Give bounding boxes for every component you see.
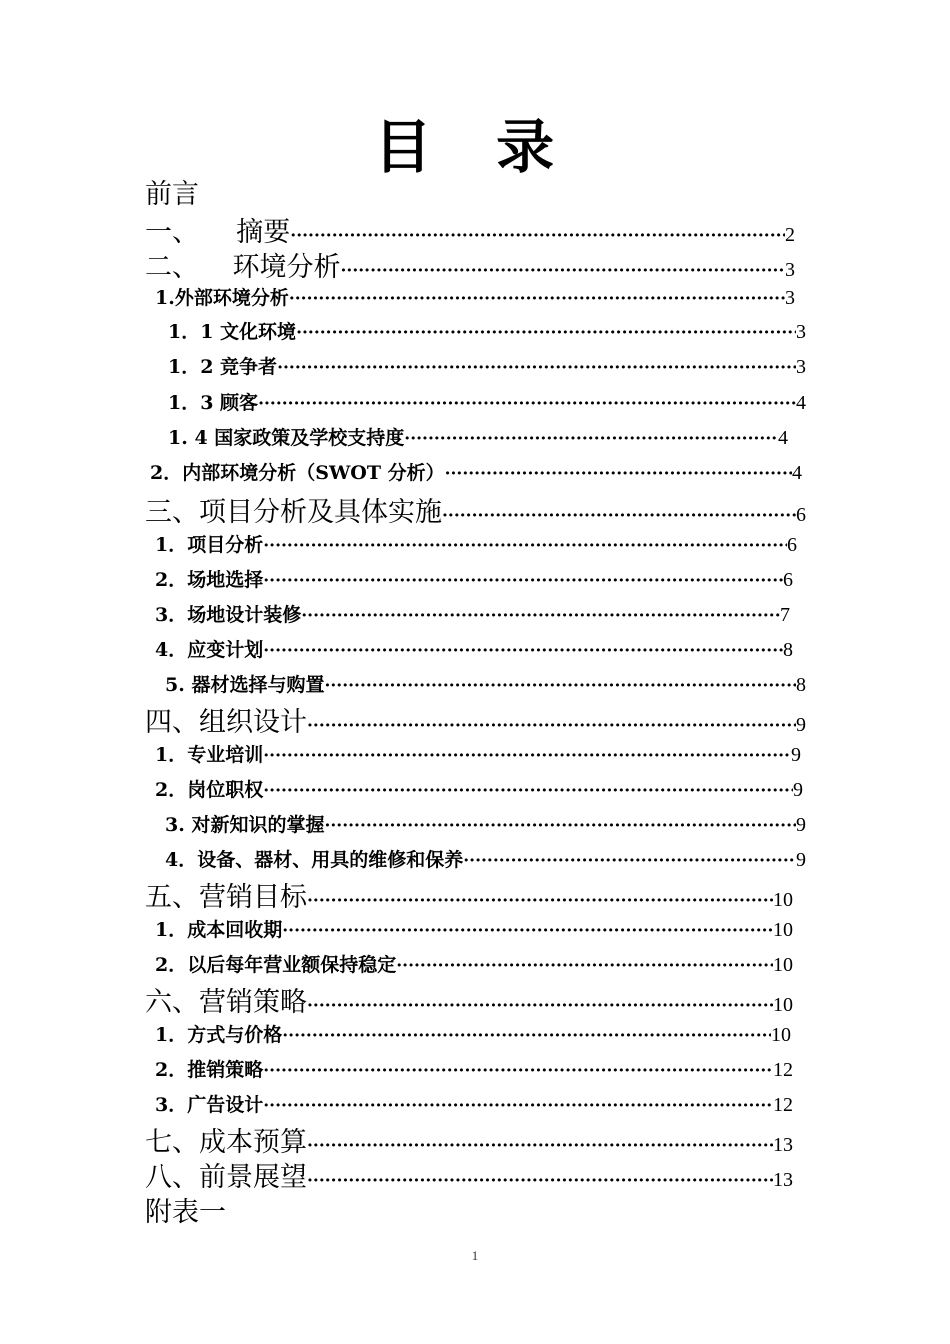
toc-leader-dots xyxy=(263,641,783,661)
toc-entry-label: 4．设备、器材、用具的维修和保养 xyxy=(165,849,464,871)
toc-entry-label: 2．岗位职权 xyxy=(155,779,264,801)
toc-leader-dots xyxy=(324,816,796,836)
toc-entry-label: 2．以后每年营业额保持稳定 xyxy=(155,954,397,976)
toc-entry-label: 1．2 竞争者 xyxy=(168,356,278,378)
toc-leader-dots xyxy=(263,536,787,556)
toc-entry-label: 3．广告设计 xyxy=(155,1094,264,1116)
toc-entry-method-price[interactable] xyxy=(155,1020,791,1047)
toc-page-number: 8 xyxy=(783,639,793,661)
toc-entry-ad-design[interactable] xyxy=(155,1090,793,1117)
toc-page-number: 4 xyxy=(796,392,806,414)
toc-leader-dots xyxy=(263,1096,773,1116)
toc-leader-dots xyxy=(307,716,796,736)
toc-page-number: 10 xyxy=(773,954,793,976)
toc-leader-dots xyxy=(263,1061,773,1081)
page-title: 目 录 xyxy=(373,113,577,181)
toc-entry-label: 三、项目分析及具体实施 xyxy=(145,497,442,528)
toc-entry-label: 1.外部环境分析 xyxy=(155,287,289,309)
toc-entry-culture-env[interactable] xyxy=(168,317,806,344)
toc-entry-label: 1．3 顾客 xyxy=(168,392,259,414)
toc-leader-dots xyxy=(307,1136,773,1156)
toc-entry-label: 4．应变计划 xyxy=(155,639,264,661)
toc-page-number: 9 xyxy=(791,744,801,766)
toc-leader-dots xyxy=(396,956,773,976)
toc-entry-competitors[interactable] xyxy=(168,352,806,379)
toc-page-number: 13 xyxy=(773,1134,793,1156)
toc-leader-dots xyxy=(307,996,773,1016)
toc-page-number: 4 xyxy=(778,427,788,449)
toc-entry-label: 1．项目分析 xyxy=(155,534,264,556)
toc-entry-label: 3. 对新知识的掌握 xyxy=(165,814,325,836)
toc-preface: 前言 xyxy=(145,179,199,210)
toc-page-number: 6 xyxy=(796,504,806,526)
toc-entry-external-env[interactable] xyxy=(155,283,795,310)
toc-entry-outlook[interactable] xyxy=(145,1155,793,1194)
toc-entry-customers[interactable] xyxy=(168,388,806,415)
toc-page-number: 9 xyxy=(796,714,806,736)
toc-entry-project-analysis[interactable] xyxy=(145,490,806,529)
toc-leader-dots xyxy=(301,606,780,626)
toc-leader-dots xyxy=(290,226,785,246)
toc-page-number: 9 xyxy=(796,849,806,871)
toc-leader-dots xyxy=(263,571,783,591)
toc-entry-label: 1．专业培训 xyxy=(155,744,264,766)
toc-entry-payback-period[interactable] xyxy=(155,915,793,942)
toc-entry-abstract[interactable] xyxy=(145,210,795,249)
toc-page-number: 2 xyxy=(785,224,795,246)
toc-entry-label: 2．内部环境分析（SWOT 分析） xyxy=(150,462,445,484)
toc-page-number: 3 xyxy=(796,321,806,343)
toc-page-number: 6 xyxy=(787,534,797,556)
toc-entry-label: 1．1 文化环境 xyxy=(168,321,297,343)
toc-entry-label: 环境分析 xyxy=(232,252,341,283)
toc-entry-stable-revenue[interactable] xyxy=(155,950,793,977)
toc-appendix: 附表一 xyxy=(145,1197,226,1228)
toc-leader-dots xyxy=(442,506,796,526)
toc-entry-label: 四、组织设计 xyxy=(145,707,307,738)
toc-entry-marketing-goals[interactable] xyxy=(145,875,793,914)
toc-leader-dots xyxy=(404,429,778,449)
toc-entry-label: 1．成本回收期 xyxy=(155,919,283,941)
toc-entry-label: 1．方式与价格 xyxy=(155,1024,283,1046)
toc-page-number: 4 xyxy=(792,462,802,484)
toc-leader-dots xyxy=(307,891,773,911)
toc-entry-internal-env[interactable] xyxy=(150,458,802,485)
toc-page-number: 9 xyxy=(796,814,806,836)
toc-entry-label: 五、营销目标 xyxy=(145,882,307,913)
toc-entry-policy-support[interactable] xyxy=(168,423,788,450)
toc-entry-job-duties[interactable] xyxy=(155,775,803,802)
toc-entry-contingency-plan[interactable] xyxy=(155,635,793,662)
toc-entry-marketing-strategy[interactable] xyxy=(145,980,793,1019)
toc-page-number: 6 xyxy=(783,569,793,591)
toc-entry-environment-analysis[interactable] xyxy=(145,245,795,284)
toc-entry-site-selection[interactable] xyxy=(155,565,793,592)
toc-entry-promotion-strategy[interactable] xyxy=(155,1055,793,1082)
toc-entry-label: 3．场地设计装修 xyxy=(155,604,302,626)
toc-leader-dots xyxy=(289,289,785,309)
toc-page-number: 8 xyxy=(796,674,806,696)
toc-entry-label: 七、成本预算 xyxy=(145,1127,307,1158)
toc-entry-label: 1. 4 国家政策及学校支持度 xyxy=(168,427,405,449)
toc-page-number: 10 xyxy=(771,1024,791,1046)
toc-entry-label: 六、营销策略 xyxy=(145,987,307,1018)
toc-leader-dots xyxy=(341,261,786,281)
toc-leader-dots xyxy=(324,676,796,696)
toc-page-number: 12 xyxy=(773,1094,793,1116)
toc-entry-label: 2．推销策略 xyxy=(155,1059,264,1081)
toc-page-number: 10 xyxy=(773,919,793,941)
toc-leader-dots xyxy=(282,1026,771,1046)
toc-leader-dots xyxy=(296,323,796,343)
toc-entry-number: 一、 xyxy=(145,217,199,248)
toc-entry-number: 二、 xyxy=(145,252,199,283)
toc-page-number: 3 xyxy=(785,287,795,309)
toc-entry-label: 5. 器材选择与购置 xyxy=(165,674,325,696)
toc-entry-maintenance[interactable] xyxy=(165,845,806,872)
toc-leader-dots xyxy=(263,781,793,801)
toc-entry-label: 2．场地选择 xyxy=(155,569,264,591)
toc-leader-dots xyxy=(445,464,792,484)
toc-entry-cost-budget[interactable] xyxy=(145,1120,793,1159)
toc-leader-dots xyxy=(258,394,796,414)
page-footer-number: 1 xyxy=(471,1248,479,1263)
toc-page-number: 3 xyxy=(796,356,806,378)
toc-leader-dots xyxy=(282,921,773,941)
toc-entry-organization-design[interactable] xyxy=(145,700,806,739)
toc-entry-label: 摘要 xyxy=(236,217,291,248)
toc-leader-dots xyxy=(277,358,796,378)
toc-leader-dots xyxy=(463,851,796,871)
toc-leader-dots xyxy=(307,1171,773,1191)
toc-entry-new-knowledge[interactable] xyxy=(165,810,806,837)
toc-page-number: 10 xyxy=(773,994,793,1016)
toc-entry-training[interactable] xyxy=(155,740,801,767)
toc-entry-equipment-purchase[interactable] xyxy=(165,670,806,697)
toc-page-number: 3 xyxy=(785,259,795,281)
toc-page-number: 7 xyxy=(780,604,790,626)
toc-entry-site-design[interactable] xyxy=(155,600,790,627)
toc-page-number: 10 xyxy=(773,889,793,911)
toc-entry-item-analysis[interactable] xyxy=(155,530,797,557)
toc-entry-label: 八、前景展望 xyxy=(145,1162,307,1193)
toc-leader-dots xyxy=(263,746,791,766)
toc-page-number: 13 xyxy=(773,1169,793,1191)
toc-page-number: 12 xyxy=(773,1059,793,1081)
toc-page-number: 9 xyxy=(793,779,803,801)
